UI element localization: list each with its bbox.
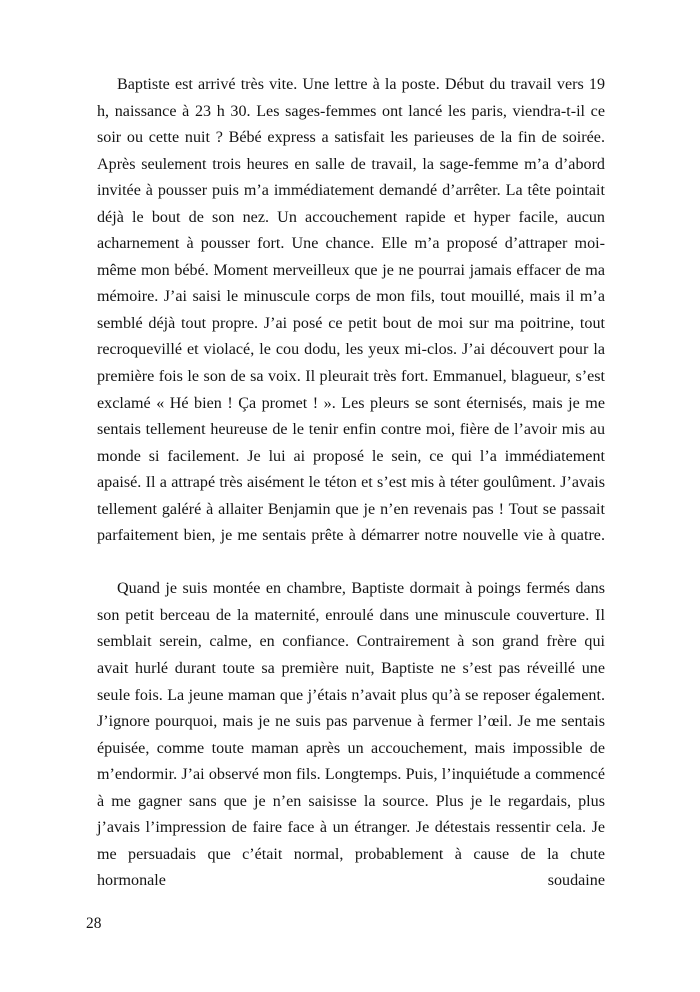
paragraph-1: Baptiste est arrivé très vite. Une lettre à la poste. Début du travail vers 19 h, naissance à 23 h 30. Les sages-femmes ont lancé les paris, viendra-t-il ce soir ou cette nuit ? Bébé express a satisfait les parieuses de la fin de soirée. Après seulement trois heures en salle de travail, la sage-femme m’a d’abord invitée à pousser puis m’a immédiatement demandé d’arrêter. La tête pointait déjà le bout de son nez. Un accouchement rapide et hyper facile, aucun acharnement à pousser fort. Une chance. Elle m’a proposé d’attraper moi-même mon bébé. Moment merveilleux que je ne pourrai jamais effacer de ma mémoire. J’ai saisi le minuscule corps de mon fils, tout mouillé, mais il m’a semblé déjà tout propre. J’ai posé ce petit bout de moi sur ma poitrine, tout recroquevillé et violacé, le cou dodu, les yeux mi-clos. J’ai découvert pour la première fois le son de sa voix. Il pleurait très fort. Emmanuel, blagueur, s’est exclamé « Hé bien ! Ça promet ! ». Les pleurs se sont éternisés, mais je me sentais tellement heureuse de le tenir enfin contre moi, fière de l’avoir mis au monde si facilement. Je lui ai proposé le sein, ce qui l’a immédiatement apaisé. Il a attrapé très aisément le téton et s’est mis à téter goulûment. J’avais tellement galéré à allaiter Benjamin que je n’en revenais pas ! Tout se passait parfaitement bien, je me sentais prête à démarrer notre nouvelle vie à quatre. [97, 76, 605, 545]
page-text-block [97, 72, 605, 922]
page-number: 28 [86, 915, 102, 932]
paragraph-2: Quand je suis montée en chambre, Baptiste dormait à poings fermés dans son petit berceau de la maternité, enroulé dans une minuscule couverture. Il semblait serein, calme, en confiance. Contrairement à son grand frère qui avait hurlé durant toute sa première nuit, Baptiste ne s’est pas réveillé une seule fois. La jeune maman que j’étais n’avait plus qu’à se reposer également. J’ignore pourquoi, mais je ne suis pas parvenue à fermer l’œil. Je me sentais épuisée, comme toute maman après un accouchement, mais impossible de m’endormir. J’ai observé mon fils. Longtemps. Puis, l’inquiétude a commencé à me gagner sans que je n’en saisisse la source. Plus je le regardais, plus j’avais l’impression de faire face à un étranger. Je détestais ressentir cela. Je me persuadais que c’était normal, probablement à cause de la chute hormonale soudaine [97, 580, 605, 890]
